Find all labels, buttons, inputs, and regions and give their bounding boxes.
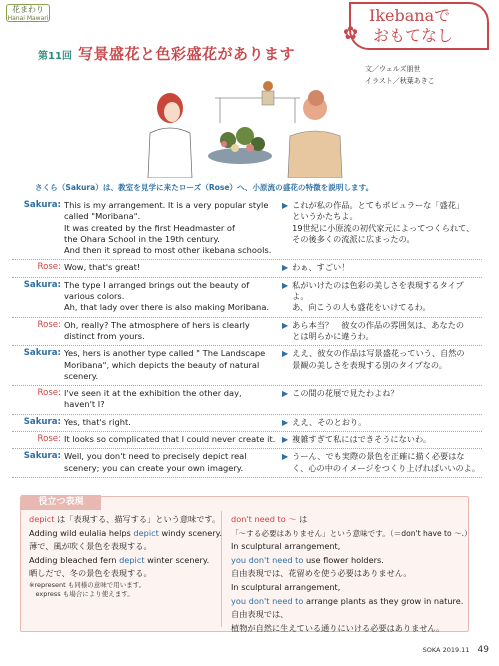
flower-arrangement xyxy=(208,127,272,164)
japanese-text-block xyxy=(292,417,366,428)
tips-right-example-1a: In sculptural arrangement, xyxy=(231,541,341,552)
english-text: Yes, hers is another type called " The Landscape xyxy=(64,348,266,359)
tips-right-definition-2: 「～する必要はありません」という意味です。（＝don't have to ～.） xyxy=(231,528,472,538)
dialogue-row xyxy=(12,386,482,415)
japanese-text-block xyxy=(292,320,464,343)
english-line xyxy=(64,262,276,273)
japanese-text: わぁ、すごい！ xyxy=(292,262,350,273)
japanese-text: とは明らかに違うわ。 xyxy=(292,330,374,341)
japanese-text: というかたちよ。 xyxy=(292,211,358,222)
japanese-text: あら本当？ 彼女の作品の雰囲気は、あなたの xyxy=(292,319,465,330)
english-text: The type I arranged brings out the beauty of xyxy=(64,279,250,290)
english-text: Wow, that's great! xyxy=(64,262,141,273)
magazine-issue: SOKA 2019.11 xyxy=(422,646,470,654)
tips-right-example-1b: you don't need to use flower holders. xyxy=(231,554,384,565)
page-number: 49 xyxy=(477,645,489,655)
speaker-label: Sakura: xyxy=(23,451,61,462)
tips-left-definition: depict は「表現する、描写する」という意味です。 xyxy=(29,514,221,524)
japanese-text: ええ、彼女の作品は写景盛花っていう、自然の xyxy=(292,348,465,359)
speaker-label: Rose: xyxy=(37,434,61,445)
speaker-label: Sakura: xyxy=(23,279,61,290)
japanese-text: 景観の美しさを表現する別のタイプなの。 xyxy=(292,359,447,370)
english-text: various colors. xyxy=(64,291,125,302)
series-title-line2: おもてなし xyxy=(373,26,454,45)
arrow-icon: ▶ xyxy=(282,201,289,210)
arrow-icon: ▶ xyxy=(282,280,289,290)
japanese-text: 複雑すぎて私にはできそうにないわ。 xyxy=(292,434,432,445)
japanese-line xyxy=(276,388,482,411)
section-badge-title: 花まわり xyxy=(12,5,44,14)
japanese-line xyxy=(276,434,482,445)
english-text: I've seen it at the exhibition the other day, xyxy=(64,388,242,399)
japanese-text: よ。 xyxy=(292,291,309,302)
english-text: Oh, really? The atmosphere of hers is clearly xyxy=(64,319,250,330)
tips-right-example-2-ja-1: 自由表現では、 xyxy=(231,609,289,620)
tips-right-example-2a: In sculptural arrangement, xyxy=(231,581,341,592)
japanese-line xyxy=(276,417,482,428)
japanese-line xyxy=(276,320,482,343)
japanese-text: 私がいけたのは色彩の美しさを表現するタイプ xyxy=(292,279,464,290)
english-text: And then it spread to most other ikebana schools. xyxy=(64,245,272,256)
arrow-icon: ▶ xyxy=(282,320,289,330)
english-line xyxy=(64,417,276,428)
speaker-label: Sakura: xyxy=(23,416,61,427)
rose-figure xyxy=(288,90,342,178)
arrow-icon: ▶ xyxy=(282,417,289,427)
tips-left-example-2-ja: 晒しだで、冬の景色を表現する。 xyxy=(29,568,152,579)
dialogue-row xyxy=(12,449,482,478)
japanese-text: この間の花展で見たわよね？ xyxy=(292,388,399,399)
tips-right-column xyxy=(231,513,472,635)
english-line xyxy=(64,200,276,256)
arrow-icon: ▶ xyxy=(282,452,289,462)
japanese-line xyxy=(276,280,482,314)
tips-right-example-2-ja-2: 植物が自然に生えている通りにいける必要はありません。 xyxy=(231,622,445,633)
japanese-text-block xyxy=(292,451,480,474)
section-badge-subtitle: Hanai Mawari xyxy=(7,15,49,22)
tips-left-note-2: express も場合により使えます。 xyxy=(29,589,134,598)
section-badge xyxy=(6,4,50,22)
japanese-line xyxy=(276,348,482,382)
background-woman xyxy=(262,81,274,105)
arrow-icon: ▶ xyxy=(282,349,289,359)
dialogue-row xyxy=(12,432,482,449)
japanese-text: ええ、そのとおり。 xyxy=(292,416,367,427)
english-text: It looks so complicated that I could never create it. xyxy=(64,434,276,445)
background-table xyxy=(215,98,300,123)
arrow-icon: ▶ xyxy=(282,263,289,273)
english-text: scenery. xyxy=(64,370,99,381)
speaker-label: Rose: xyxy=(37,262,61,273)
illustration xyxy=(120,78,360,178)
lesson-number: 第11回 xyxy=(38,51,72,62)
japanese-text-block xyxy=(292,280,464,314)
credits xyxy=(365,63,435,87)
tips-right-definition: don't need to ～ は xyxy=(231,514,308,524)
english-text: Moribana", which depicts the beauty of natural xyxy=(64,359,260,370)
english-line xyxy=(64,280,276,314)
english-text: haven't I? xyxy=(64,399,105,410)
english-text: Yes, that's right. xyxy=(64,416,131,427)
speaker-label: Rose: xyxy=(37,388,61,399)
arrow-icon: ▶ xyxy=(282,389,289,399)
japanese-text-block xyxy=(292,262,349,273)
english-text: Well, you don't need to precisely depict real xyxy=(64,451,247,462)
speaker-label: Rose: xyxy=(37,319,61,330)
japanese-line xyxy=(276,200,482,256)
japanese-text: その後多くの流派に広まったの。 xyxy=(292,233,415,244)
japanese-text: 19世紀に小原流の初代家元によってつくられて、 xyxy=(292,222,475,233)
japanese-text-block xyxy=(292,388,398,411)
useful-expressions-heading: 役立つ表現 xyxy=(21,495,101,510)
tips-left-example-1: Adding wild eulalia helps depict windy scenery. xyxy=(29,527,222,538)
tips-right-example-1-ja: 自由表現では、花留めを使う必要はありません。 xyxy=(231,568,412,579)
english-text: scenery; you can create your own imagery. xyxy=(64,462,244,473)
english-text: the Ohara School in the 19th century. xyxy=(64,233,220,244)
english-line xyxy=(64,451,276,474)
lead-text: さくら（Sakura）は、教室を見学に来たローズ（Rose）へ、小原流の盛花の特徴を説明します。 xyxy=(35,183,374,192)
english-line xyxy=(64,388,276,411)
japanese-line xyxy=(276,262,482,273)
sakura-figure xyxy=(148,93,192,178)
english-line xyxy=(64,434,276,445)
japanese-text-block xyxy=(292,348,464,382)
flower-icon: ✿ xyxy=(343,23,359,44)
series-title-line1: Ikebanaで xyxy=(369,6,451,25)
japanese-line xyxy=(276,451,482,474)
japanese-text-block xyxy=(292,434,431,445)
english-text: distinct from yours. xyxy=(64,330,145,341)
useful-expressions-box xyxy=(20,496,472,633)
dialogue-row xyxy=(12,260,482,277)
english-line xyxy=(64,348,276,382)
japanese-text: あ、向こうの人も盛花をいけてるわ。 xyxy=(292,302,431,313)
dialogue-row xyxy=(12,278,482,318)
footer xyxy=(423,645,489,655)
english-line xyxy=(64,320,276,343)
japanese-text: これが私の作品。とてもポピュラーな「盛花」 xyxy=(292,200,465,210)
dialogue-row xyxy=(12,318,482,347)
tips-left-example-1-ja: 薄で、風が吹く景色を表現する。 xyxy=(29,541,152,552)
dialogue-list xyxy=(12,198,482,478)
author-credit: 文／ウェルズ朋世 xyxy=(365,65,421,73)
speaker-label: Sakura: xyxy=(23,200,61,210)
illustrator-credit: イラスト／秋葉あきこ xyxy=(365,77,435,85)
tips-left-column xyxy=(29,513,222,599)
lesson-title: 写景盛花と色彩盛花があります xyxy=(78,45,296,63)
japanese-text: く、心の中のイメージをつくり上げればいいのよ。 xyxy=(292,462,481,473)
series-title xyxy=(343,2,489,50)
dialogue-row xyxy=(12,198,482,260)
english-text: This is my arrangement. It is a very popular style xyxy=(64,200,269,210)
english-text: called "Moribana". xyxy=(64,211,141,222)
english-text: It was created by the first Headmaster of xyxy=(64,222,235,233)
speaker-label: Sakura: xyxy=(23,348,61,359)
dialogue-row xyxy=(12,415,482,432)
english-text: Ah, that lady over there is also making Moribana. xyxy=(64,302,270,313)
tips-left-note-1: ※represent も同様の意味で用います。 xyxy=(29,580,146,589)
arrow-icon: ▶ xyxy=(282,435,289,445)
tips-left-example-2: Adding bleached fern depict winter scenery. xyxy=(29,554,210,565)
japanese-text-block xyxy=(292,200,474,256)
dialogue-row xyxy=(12,346,482,386)
tips-right-example-2b: you don't need to arrange plants as they grow in nature. xyxy=(231,595,464,606)
japanese-text: うーん、でも実際の景色を正確に描く必要はな xyxy=(292,451,465,462)
